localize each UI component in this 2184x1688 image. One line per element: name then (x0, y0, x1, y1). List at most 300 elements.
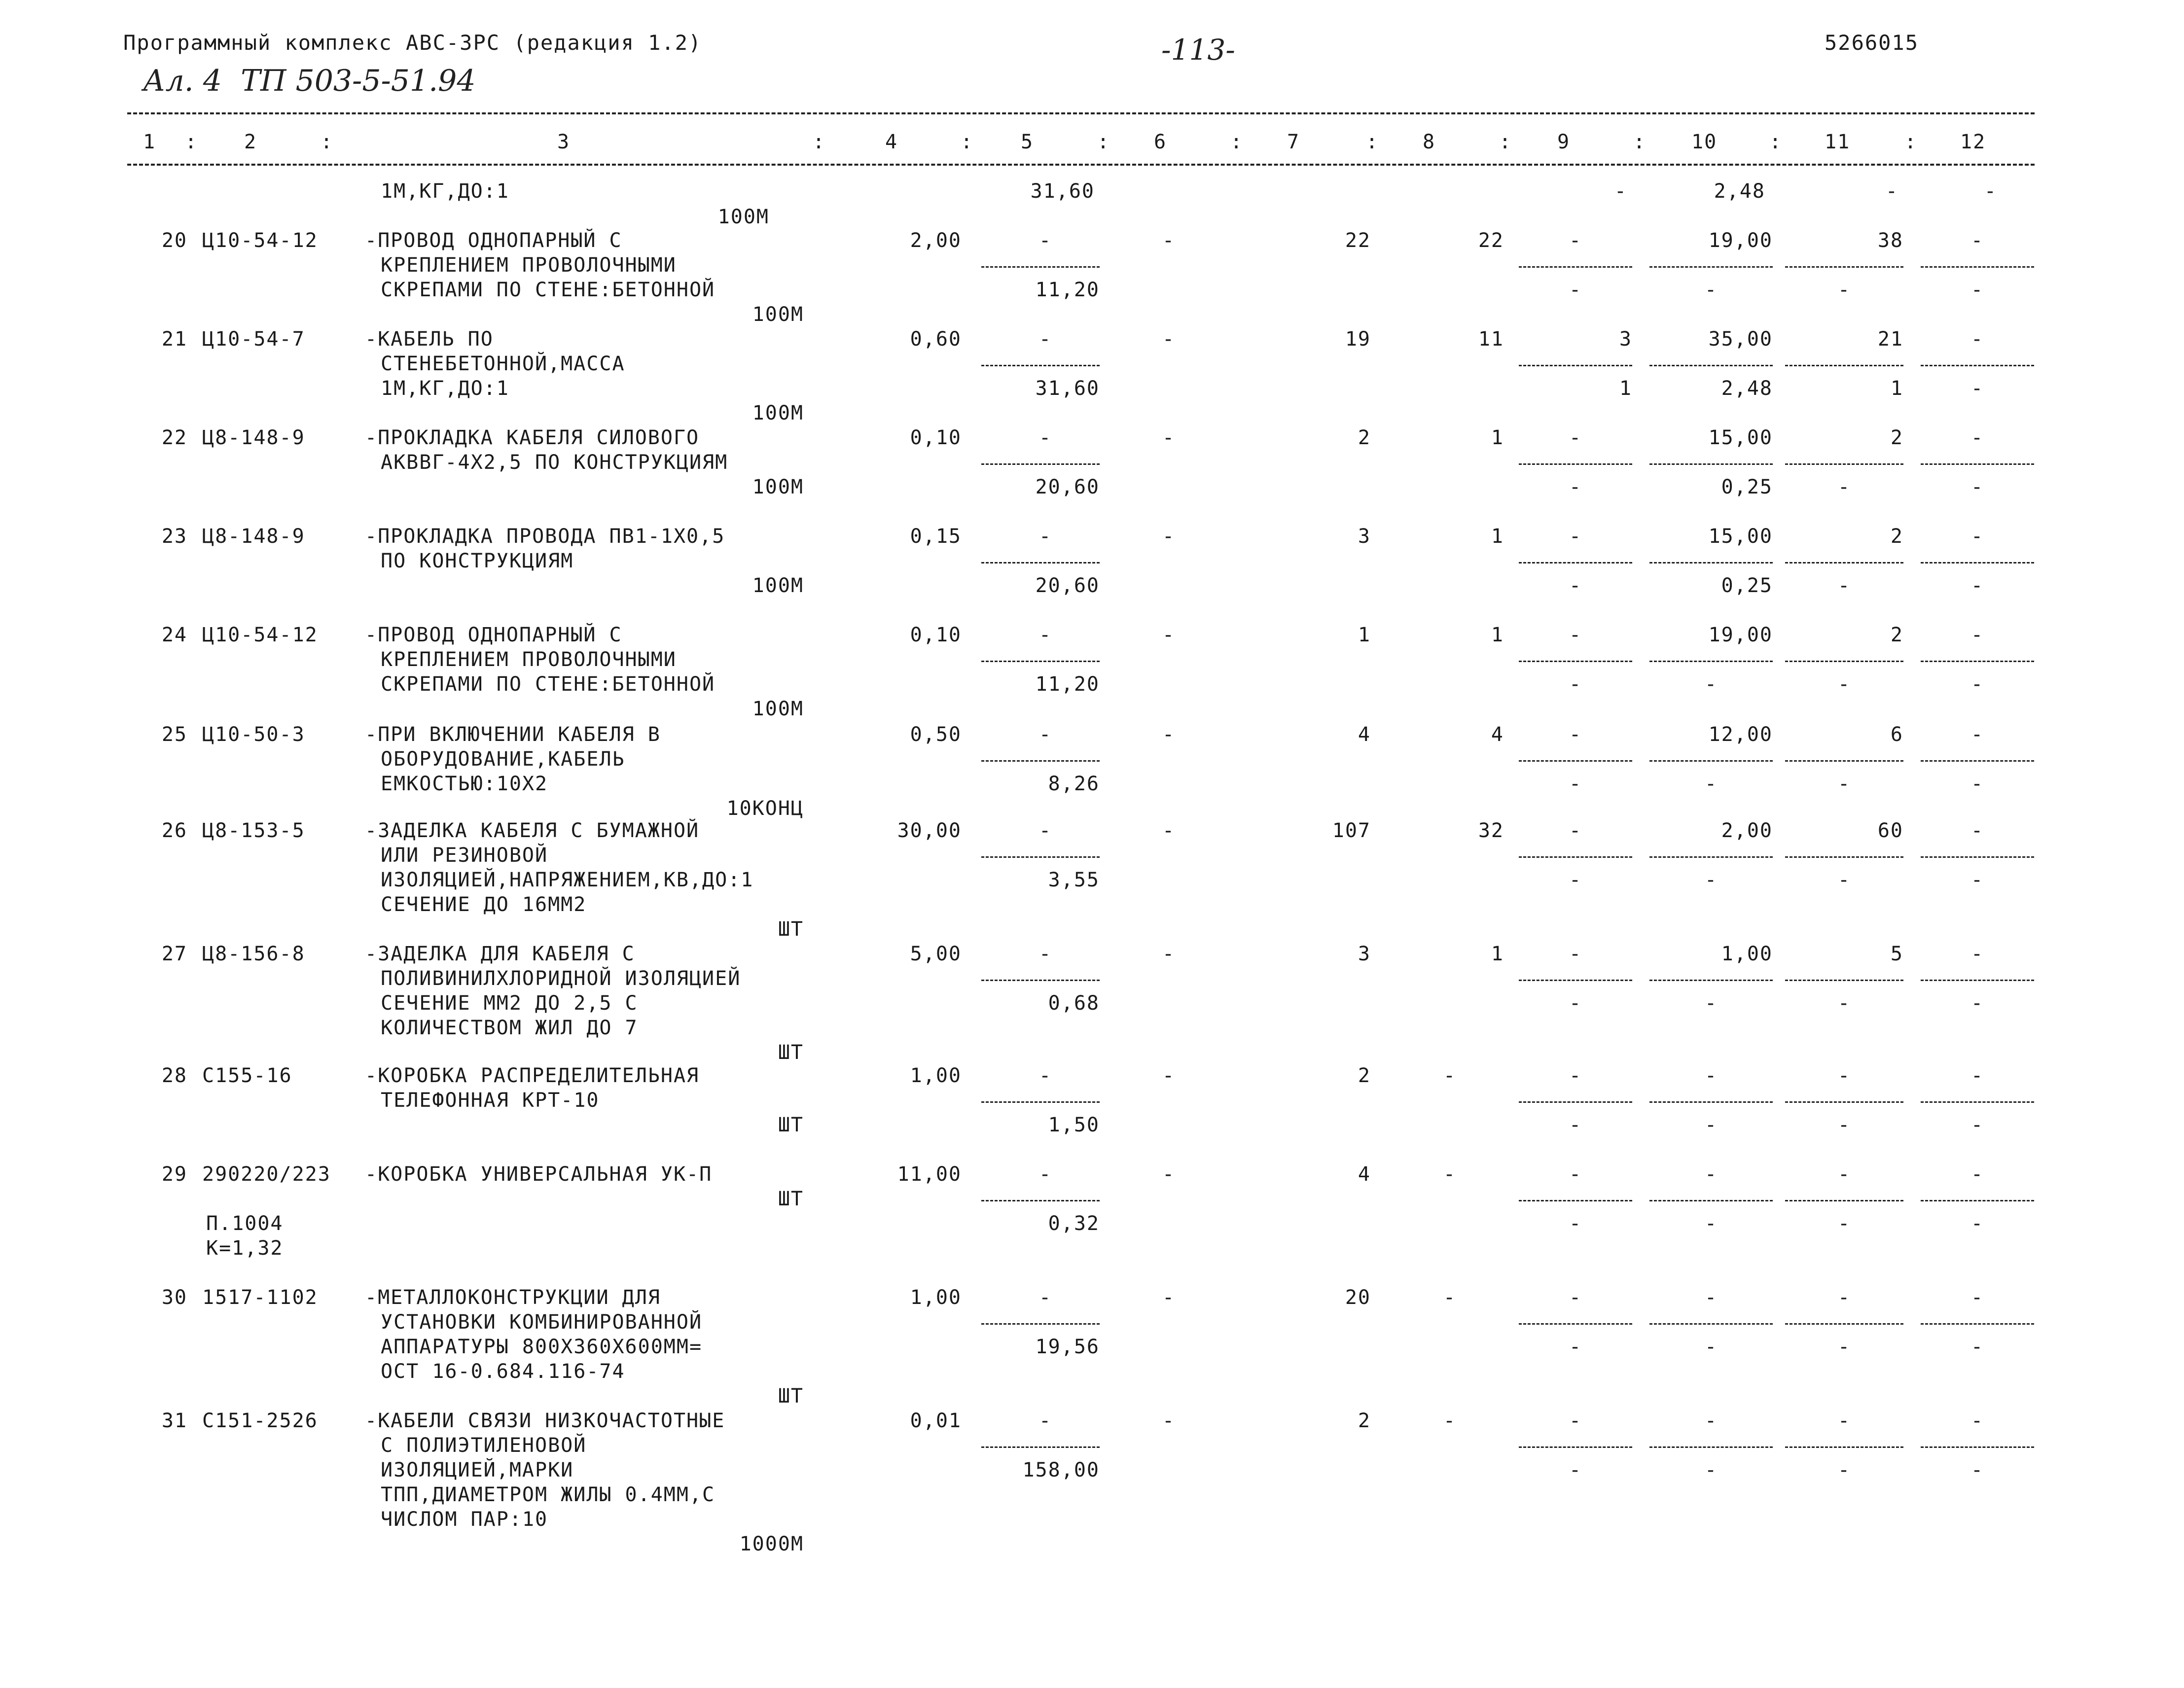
col-10-top: 1,00 (1721, 943, 1773, 965)
col-9-bottom: - (1569, 1336, 1582, 1358)
col-12-top: - (1970, 624, 1984, 646)
col-10-bottom: - (1704, 773, 1718, 795)
unit-price-bottom: 158,00 (1022, 1459, 1100, 1481)
row-code: Ц10-54-7 (202, 328, 305, 351)
row-description-line: -ПРИ ВКЛЮЧЕНИИ КАБЕЛЯ В (365, 723, 661, 746)
col-11-top: - (1837, 1163, 1851, 1186)
col-9-top: - (1569, 723, 1582, 746)
header-rule-top (127, 112, 2035, 114)
col-11-header: 11 (1825, 131, 1851, 153)
fraction-divider (1921, 562, 2034, 563)
col-7-value: 3 (1358, 525, 1371, 548)
col-12-top: - (1970, 1163, 1984, 1186)
fraction-divider (1785, 1101, 1903, 1103)
row-unit: ШТ (778, 1114, 804, 1136)
fraction-divider (1519, 1101, 1632, 1103)
row-description-line: -ПРОВОД ОДНОПАРНЫЙ С (365, 229, 622, 252)
fraction-divider (1519, 980, 1632, 981)
row-number: 29 (161, 1163, 187, 1186)
fraction-divider (1785, 1200, 1903, 1201)
quantity-value: 0,10 (910, 624, 962, 646)
col-8-value: 1 (1491, 943, 1504, 965)
col-7-value: 19 (1345, 328, 1371, 351)
fraction-divider (1649, 562, 1773, 563)
col-sep: : (1230, 131, 1244, 153)
row-code: Ц10-54-12 (202, 229, 318, 252)
fraction-divider (1785, 463, 1903, 465)
unit-price-top: - (1038, 1163, 1052, 1186)
col-10-bottom: 0,25 (1721, 574, 1773, 597)
row-description-line: -ЗАДЕЛКА КАБЕЛЯ С БУМАЖНОЙ (365, 819, 700, 842)
col-8-header: 8 (1423, 131, 1436, 153)
row-description-line: ТПП,ДИАМЕТРОМ ЖИЛЫ 0.4ММ,С (381, 1483, 716, 1506)
unit-price-bottom: 20,60 (1035, 574, 1100, 597)
row-description-line: -ЗАДЕЛКА ДЛЯ КАБЕЛЯ С (365, 943, 635, 965)
col-10-top: - (1704, 1163, 1718, 1186)
row-code: Ц8-156-8 (202, 943, 305, 965)
col-10-bottom: - (1704, 1212, 1718, 1235)
col-7-value: 2 (1358, 1409, 1371, 1432)
col-sep: : (321, 131, 334, 153)
carry-desc: 1М,КГ,ДО:1 (381, 180, 509, 203)
col-10-bottom: - (1704, 673, 1718, 696)
fraction-divider (1785, 365, 1903, 366)
row-code: Ц10-50-3 (202, 723, 305, 746)
row-description-line: ОБОРУДОВАНИЕ,КАБЕЛЬ (381, 748, 625, 771)
fraction-divider (1519, 1323, 1632, 1325)
col-12-bottom: - (1970, 377, 1984, 400)
row-unit: ШТ (778, 1041, 804, 1064)
col-6-header: 6 (1154, 131, 1167, 153)
unit-price-top: - (1038, 328, 1052, 351)
fraction-divider (1519, 365, 1632, 366)
row-description-line: КРЕПЛЕНИЕМ ПРОВОЛОЧНЫМИ (381, 648, 677, 671)
col-7-value: 3 (1358, 943, 1371, 965)
unit-price-top: - (1038, 819, 1052, 842)
row-description-line: -ПРОКЛАДКА КАБЕЛЯ СИЛОВОГО (365, 426, 700, 449)
col-6-value: - (1162, 1286, 1176, 1309)
col-10-top: 19,00 (1708, 624, 1773, 646)
col-10-top: 2,00 (1721, 819, 1773, 842)
fraction-divider (1519, 760, 1632, 762)
fraction-divider (1785, 1446, 1903, 1448)
row-number: 24 (161, 624, 187, 646)
row-description-line: -КАБЕЛИ СВЯЗИ НИЗКОЧАСТОТНЫЕ (365, 1409, 725, 1432)
col-11-bottom: - (1837, 1212, 1851, 1235)
row-unit: 10КОНЦ (726, 797, 804, 820)
col-12-bottom: - (1970, 1336, 1984, 1358)
row-description-line: СТЕНЕБЕТОННОЙ,МАССА (381, 352, 625, 375)
quantity-value: 2,00 (910, 229, 962, 252)
fraction-divider (981, 661, 1100, 662)
col-sep: : (1097, 131, 1110, 153)
fraction-divider (981, 1323, 1100, 1325)
col-9-bottom: - (1569, 476, 1582, 498)
col-9-top: - (1569, 819, 1582, 842)
col-8-value: - (1443, 1409, 1457, 1432)
col-9-bottom: - (1569, 1459, 1582, 1481)
row-description-line: ЧИСЛОМ ПАР:10 (381, 1508, 548, 1531)
row-number: 21 (161, 328, 187, 351)
row-description-line: КОЛИЧЕСТВОМ ЖИЛ ДО 7 (381, 1017, 638, 1039)
col-8-value: 1 (1491, 624, 1504, 646)
col-10-top: 15,00 (1708, 525, 1773, 548)
unit-price-bottom: 31,60 (1035, 377, 1100, 400)
document-code: 5266015 (1825, 31, 1919, 55)
quantity-value: 1,00 (910, 1286, 962, 1309)
col-6-value: - (1162, 229, 1176, 252)
unit-price-bottom: 8,26 (1048, 773, 1100, 795)
col-12-bottom: - (1970, 476, 1984, 498)
col-6-value: - (1162, 723, 1176, 746)
fraction-divider (981, 1446, 1100, 1448)
unit-price-bottom: 11,20 (1035, 673, 1100, 696)
col-11-bottom: - (1837, 1336, 1851, 1358)
unit-price-top: - (1038, 1064, 1052, 1087)
row-extra-note: П.1004 (206, 1212, 284, 1235)
row-unit: 1000М (739, 1533, 804, 1555)
col-12-top: - (1970, 426, 1984, 449)
col-1-header: 1 (143, 131, 156, 153)
row-unit: 100М (752, 402, 804, 424)
row-description-line: ИЗОЛЯЦИЕЙ,НАПРЯЖЕНИЕМ,КВ,ДО:1 (381, 869, 754, 891)
quantity-value: 0,15 (910, 525, 962, 548)
col-11-top: 2 (1890, 426, 1903, 449)
fraction-divider (1785, 661, 1903, 662)
col-6-value: - (1162, 1163, 1176, 1186)
col-8-value: 1 (1491, 426, 1504, 449)
row-description-line: ПОЛИВИНИЛХЛОРИДНОЙ ИЗОЛЯЦИЕЙ (381, 967, 741, 990)
fraction-divider (1921, 1200, 2034, 1201)
fraction-divider (1921, 266, 2034, 268)
row-description-line: 1М,КГ,ДО:1 (381, 377, 509, 400)
fraction-divider (1921, 661, 2034, 662)
col-8-value: 32 (1478, 819, 1504, 842)
col-10-bottom: - (1704, 1459, 1718, 1481)
fraction-divider (1519, 661, 1632, 662)
col-12-top: - (1970, 943, 1984, 965)
col-10-bottom: - (1704, 279, 1718, 301)
fraction-divider (1921, 856, 2034, 858)
row-description-line: ЕМКОСТЬЮ:10Х2 (381, 773, 548, 795)
fraction-divider (1785, 562, 1903, 563)
unit-price-bottom: 20,60 (1035, 476, 1100, 498)
col-9-bottom: - (1569, 673, 1582, 696)
col-12-top: - (1970, 1409, 1984, 1432)
row-description-line: С ПОЛИЭТИЛЕНОВОЙ (381, 1434, 587, 1457)
col-9-bottom: - (1569, 279, 1582, 301)
fraction-divider (1649, 661, 1773, 662)
col-10-bottom: - (1704, 1336, 1718, 1358)
col-6-value: - (1162, 624, 1176, 646)
col-sep: : (1366, 131, 1379, 153)
fraction-divider (1519, 1446, 1632, 1448)
fraction-divider (981, 760, 1100, 762)
row-unit: 100М (752, 698, 804, 720)
row-number: 25 (161, 723, 187, 746)
row-unit: ШТ (778, 1188, 804, 1210)
col-9-bottom: - (1569, 773, 1582, 795)
carry-c5: 31,60 (1030, 180, 1095, 203)
fraction-divider (981, 562, 1100, 563)
col-9-header: 9 (1557, 131, 1571, 153)
col-sep: : (1499, 131, 1512, 153)
col-11-bottom: - (1837, 773, 1851, 795)
row-description-line: ИЗОЛЯЦИЕЙ,МАРКИ (381, 1459, 574, 1481)
row-description-line: -МЕТАЛЛОКОНСТРУКЦИИ ДЛЯ (365, 1286, 661, 1309)
col-10-top: - (1704, 1064, 1718, 1087)
col-10-top: - (1704, 1409, 1718, 1432)
fraction-divider (1519, 1200, 1632, 1201)
col-10-bottom: 2,48 (1721, 377, 1773, 400)
col-10-top: 12,00 (1708, 723, 1773, 746)
col-11-top: - (1837, 1409, 1851, 1432)
col-7-value: 2 (1358, 1064, 1371, 1087)
col-8-value: 1 (1491, 525, 1504, 548)
row-description-line: ИЛИ РЕЗИНОВОЙ (381, 844, 548, 867)
col-12-top: - (1970, 1286, 1984, 1309)
col-sep: : (1769, 131, 1783, 153)
quantity-value: 0,50 (910, 723, 962, 746)
col-11-bottom: - (1837, 869, 1851, 891)
col-10-header: 10 (1691, 131, 1718, 153)
row-code: 290220/223 (202, 1163, 331, 1186)
unit-price-bottom: 19,56 (1035, 1336, 1100, 1358)
row-description-line: -ПРОВОД ОДНОПАРНЫЙ С (365, 624, 622, 646)
col-11-bottom: - (1837, 574, 1851, 597)
col-12-header: 12 (1960, 131, 1986, 153)
col-9-bottom: 1 (1619, 377, 1632, 400)
fraction-divider (1921, 463, 2034, 465)
row-description-line: СКРЕПАМИ ПО СТЕНЕ:БЕТОННОЙ (381, 673, 716, 696)
col-7-value: 4 (1358, 1163, 1371, 1186)
col-10-top: 35,00 (1708, 328, 1773, 351)
col-9-top: 3 (1619, 328, 1632, 351)
col-6-value: - (1162, 1409, 1176, 1432)
col-12-bottom: - (1970, 1212, 1984, 1235)
quantity-value: 11,00 (897, 1163, 962, 1186)
col-12-bottom: - (1970, 992, 1984, 1015)
col-9-top: - (1569, 525, 1582, 548)
row-code: Ц10-54-12 (202, 624, 318, 646)
fraction-divider (981, 980, 1100, 981)
quantity-value: 0,10 (910, 426, 962, 449)
fraction-divider (1649, 1101, 1773, 1103)
row-code: Ц8-148-9 (202, 426, 305, 449)
col-9-top: - (1569, 1409, 1582, 1432)
sheet-reference: Ал. 4 ТП 503-5-51.94 (143, 64, 476, 98)
unit-price-bottom: 3,55 (1048, 869, 1100, 891)
header-rule-bottom (127, 164, 2035, 166)
quantity-value: 5,00 (910, 943, 962, 965)
col-6-value: - (1162, 943, 1176, 965)
fraction-divider (981, 463, 1100, 465)
col-9-bottom: - (1569, 1114, 1582, 1136)
carry-c10: 2,48 (1714, 180, 1765, 203)
col-9-top: - (1569, 229, 1582, 252)
row-description-line: -ПРОКЛАДКА ПРОВОДА ПВ1-1Х0,5 (365, 525, 725, 548)
unit-price-top: - (1038, 1409, 1052, 1432)
col-8-value: 22 (1478, 229, 1504, 252)
col-12-bottom: - (1970, 673, 1984, 696)
quantity-value: 0,60 (910, 328, 962, 351)
row-number: 31 (161, 1409, 187, 1432)
col-sep: : (813, 131, 826, 153)
row-unit: 100М (752, 476, 804, 498)
fraction-divider (1649, 463, 1773, 465)
fraction-divider (1785, 1323, 1903, 1325)
col-7-value: 2 (1358, 426, 1371, 449)
col-7-value: 22 (1345, 229, 1371, 252)
quantity-value: 1,00 (910, 1064, 962, 1087)
unit-price-bottom: 1,50 (1048, 1114, 1100, 1136)
col-11-top: - (1837, 1286, 1851, 1309)
col-9-bottom: - (1569, 992, 1582, 1015)
unit-price-top: - (1038, 1286, 1052, 1309)
row-description-line: СЕЧЕНИЕ ДО 16ММ2 (381, 893, 587, 916)
row-description-line: АППАРАТУРЫ 800Х360Х600ММ= (381, 1336, 703, 1358)
col-7-value: 4 (1358, 723, 1371, 746)
col-9-bottom: - (1569, 1212, 1582, 1235)
col-12-top: - (1970, 1064, 1984, 1087)
fraction-divider (1649, 1323, 1773, 1325)
unit-price-top: - (1038, 426, 1052, 449)
quantity-value: 30,00 (897, 819, 962, 842)
fraction-divider (1921, 365, 2034, 366)
col-2-header: 2 (244, 131, 257, 153)
row-code: 1517-1102 (202, 1286, 318, 1309)
col-7-header: 7 (1287, 131, 1300, 153)
col-6-value: - (1162, 1064, 1176, 1087)
row-extra-note: К=1,32 (206, 1237, 284, 1260)
row-unit: ШТ (778, 918, 804, 941)
col-11-top: 2 (1890, 624, 1903, 646)
unit-price-bottom: 0,32 (1048, 1212, 1100, 1235)
col-8-value: - (1443, 1286, 1457, 1309)
col-7-value: 107 (1332, 819, 1371, 842)
col-10-top: 15,00 (1708, 426, 1773, 449)
carry-c12: - (1984, 180, 1997, 203)
col-5-header: 5 (1021, 131, 1034, 153)
col-10-bottom: - (1704, 869, 1718, 891)
col-9-top: - (1569, 1163, 1582, 1186)
fraction-divider (1921, 760, 2034, 762)
row-code: С155-16 (202, 1064, 292, 1087)
col-sep: : (961, 131, 974, 153)
col-11-top: 38 (1877, 229, 1903, 252)
row-code: Ц8-153-5 (202, 819, 305, 842)
col-11-top: 6 (1890, 723, 1903, 746)
col-10-bottom: - (1704, 1114, 1718, 1136)
row-unit: 100М (752, 574, 804, 597)
row-number: 30 (161, 1286, 187, 1309)
row-description-line: -КОРОБКА РАСПРЕДЕЛИТЕЛЬНАЯ (365, 1064, 700, 1087)
col-8-value: 11 (1478, 328, 1504, 351)
fraction-divider (1785, 980, 1903, 981)
col-12-bottom: - (1970, 1114, 1984, 1136)
col-12-bottom: - (1970, 869, 1984, 891)
col-11-top: 21 (1877, 328, 1903, 351)
col-7-value: 1 (1358, 624, 1371, 646)
col-6-value: - (1162, 819, 1176, 842)
col-10-top: 19,00 (1708, 229, 1773, 252)
col-11-top: 5 (1890, 943, 1903, 965)
row-description-line: ОСТ 16-0.684.116-74 (381, 1360, 625, 1383)
col-9-top: - (1569, 426, 1582, 449)
col-11-bottom: - (1837, 992, 1851, 1015)
row-number: 20 (161, 229, 187, 252)
col-11-top: - (1837, 1064, 1851, 1087)
row-code: С151-2526 (202, 1409, 318, 1432)
col-4-header: 4 (885, 131, 898, 153)
fraction-divider (1921, 1101, 2034, 1103)
fraction-divider (1519, 463, 1632, 465)
row-description-line: ПО КОНСТРУКЦИЯМ (381, 550, 574, 572)
fraction-divider (1649, 1200, 1773, 1201)
row-number: 23 (161, 525, 187, 548)
unit-price-top: - (1038, 624, 1052, 646)
row-code: Ц8-148-9 (202, 525, 305, 548)
col-12-bottom: - (1970, 574, 1984, 597)
page-number: -113- (1161, 33, 1235, 67)
fraction-divider (981, 856, 1100, 858)
col-11-top: 60 (1877, 819, 1903, 842)
col-12-bottom: - (1970, 773, 1984, 795)
col-sep: : (1904, 131, 1918, 153)
fraction-divider (1921, 1446, 2034, 1448)
row-description-line: СКРЕПАМИ ПО СТЕНЕ:БЕТОННОЙ (381, 279, 716, 301)
col-3-header: 3 (557, 131, 571, 153)
col-12-bottom: - (1970, 1459, 1984, 1481)
col-9-bottom: - (1569, 869, 1582, 891)
fraction-divider (981, 365, 1100, 366)
row-description-line: СЕЧЕНИЕ ММ2 ДО 2,5 С (381, 992, 638, 1015)
row-unit: 100М (752, 303, 804, 326)
fraction-divider (1519, 266, 1632, 268)
unit-price-bottom: 0,68 (1048, 992, 1100, 1015)
col-11-bottom: 1 (1890, 377, 1903, 400)
unit-price-top: - (1038, 525, 1052, 548)
fraction-divider (1649, 856, 1773, 858)
fraction-divider (1649, 760, 1773, 762)
col-12-bottom: - (1970, 279, 1984, 301)
row-description-line: КРЕПЛЕНИЕМ ПРОВОЛОЧНЫМИ (381, 254, 677, 277)
fraction-divider (981, 266, 1100, 268)
col-12-top: - (1970, 328, 1984, 351)
carry-c9: - (1614, 180, 1627, 203)
col-10-top: - (1704, 1286, 1718, 1309)
fraction-divider (1649, 365, 1773, 366)
row-number: 22 (161, 426, 187, 449)
fraction-divider (1921, 980, 2034, 981)
col-7-value: 20 (1345, 1286, 1371, 1309)
fraction-divider (1649, 266, 1773, 268)
row-number: 28 (161, 1064, 187, 1087)
col-8-value: - (1443, 1163, 1457, 1186)
carry-c11: - (1885, 180, 1898, 203)
fraction-divider (981, 1200, 1100, 1201)
col-8-value: 4 (1491, 723, 1504, 746)
col-9-bottom: - (1569, 574, 1582, 597)
col-9-top: - (1569, 1286, 1582, 1309)
col-11-bottom: - (1837, 476, 1851, 498)
row-description-line: УСТАНОВКИ КОМБИНИРОВАННОЙ (381, 1311, 703, 1334)
col-6-value: - (1162, 328, 1176, 351)
col-12-top: - (1970, 723, 1984, 746)
col-11-bottom: - (1837, 673, 1851, 696)
row-description-line: -КОРОБКА УНИВЕРСАЛЬНАЯ УК-П (365, 1163, 713, 1186)
carry-unit: 100М (717, 206, 769, 228)
